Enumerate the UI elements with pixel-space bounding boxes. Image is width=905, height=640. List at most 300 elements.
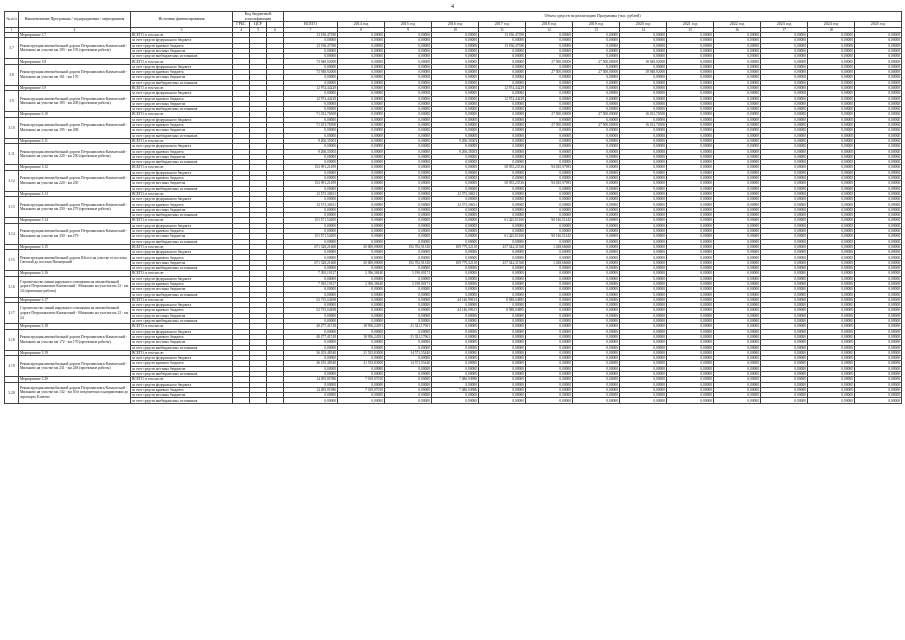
source-value: 0,00000 <box>338 133 385 138</box>
source-value: 0,00000 <box>667 48 714 53</box>
source-value: 0,00000 <box>284 107 338 112</box>
source-value: 0,00000 <box>338 107 385 112</box>
source-label: за счет средств местных бюджетов <box>131 234 233 239</box>
measure-name: Реконструкция автомобильной дороги Петропавловск-Камчатский - Мильково на участке км 132 - км 30 в покупателях и направлении до аэропорта Елизово <box>19 382 131 403</box>
source-label: за счет средств местных бюджетов <box>131 207 233 212</box>
source-value: 0,00000 <box>808 276 855 281</box>
source-value: 0,00000 <box>620 313 667 318</box>
source-value: 0,00000 <box>761 91 808 96</box>
total-value: 0,00000 <box>526 324 573 329</box>
total-value: 0,00000 <box>667 350 714 355</box>
header-col-number: 1 <box>5 27 19 32</box>
source-value: 0,00000 <box>808 117 855 122</box>
source-value: 0,00000 <box>385 38 432 43</box>
source-value: 0,00000 <box>432 371 479 376</box>
source-value: 0,00000 <box>714 398 761 403</box>
total-value: 36 105,48540 <box>284 350 338 355</box>
source-value: 0,00000 <box>479 287 526 292</box>
total-value: 0,00000 <box>526 377 573 382</box>
source-value: 0,00000 <box>385 202 432 207</box>
source-value: 0,00000 <box>338 176 385 181</box>
source-value: 0,00000 <box>432 96 479 101</box>
source-value: 0,00000 <box>808 213 855 218</box>
source-value: 0,00000 <box>620 281 667 286</box>
source-value: 0,00000 <box>620 356 667 361</box>
source-value: 152 991,21499 <box>284 181 338 186</box>
source-label: за счет средств федерального бюджета <box>131 144 233 149</box>
source-value: 0,00000 <box>526 144 573 149</box>
source-value: 0,00000 <box>432 160 479 165</box>
source-value: 0,00000 <box>808 382 855 387</box>
source-value: 0,00000 <box>714 361 761 366</box>
source-value: 0,00000 <box>526 266 573 271</box>
source-value: 0,00000 <box>284 340 338 345</box>
source-value: 0,00000 <box>526 361 573 366</box>
total-value: 2 396,38440 <box>338 271 385 276</box>
source-value: 0,00000 <box>479 197 526 202</box>
source-value: 0,00000 <box>808 197 855 202</box>
source-value: 0,00000 <box>620 398 667 403</box>
source-value: 0,00000 <box>620 234 667 239</box>
total-value: 0,00000 <box>855 324 902 329</box>
source-value: 0,00000 <box>855 234 902 239</box>
header-num: № п/п <box>5 12 19 28</box>
measure-name: Реконструкция автомобильной дороги Петропавловск-Камчатский - Мильково на участке км 161 - км 170 <box>19 64 131 85</box>
source-value: 14 495,01986 <box>284 387 338 392</box>
source-value: 0,00000 <box>573 366 620 371</box>
source-value: 0,00000 <box>808 160 855 165</box>
source-value: 0,00000 <box>808 96 855 101</box>
source-value: 0,00000 <box>526 281 573 286</box>
source-value: 0,00000 <box>432 356 479 361</box>
source-value: 58 955,23516 <box>479 181 526 186</box>
source-value: 0,00000 <box>573 382 620 387</box>
source-value: 0,00000 <box>808 393 855 398</box>
source-value: 0,00000 <box>620 334 667 339</box>
source-value: 0,00000 <box>667 387 714 392</box>
measure-index: 3.17 <box>5 303 19 324</box>
source-value: 0,00000 <box>526 250 573 255</box>
source-value: 0,00000 <box>620 250 667 255</box>
source-value: 0,00000 <box>385 308 432 313</box>
source-value: 0,00000 <box>338 117 385 122</box>
source-value: 0,00000 <box>432 133 479 138</box>
code-cell <box>267 398 284 403</box>
source-value: 0,00000 <box>479 64 526 69</box>
source-value: 0,00000 <box>526 133 573 138</box>
source-value: 0,00000 <box>667 398 714 403</box>
source-value: 0,00000 <box>761 54 808 59</box>
measure-index: 3.8 <box>5 64 19 85</box>
source-value: 0,00000 <box>479 223 526 228</box>
source-label: за счет средств местных бюджетов <box>131 313 233 318</box>
source-label: за счет средств внебюджетных источников <box>131 319 233 324</box>
source-value: 0,00000 <box>761 197 808 202</box>
source-value: 0,00000 <box>808 303 855 308</box>
total-value: 0,00000 <box>338 85 385 90</box>
total-value: 0,00000 <box>479 350 526 355</box>
source-value: 0,00000 <box>526 287 573 292</box>
source-value: 0,00000 <box>479 303 526 308</box>
source-value: 0,00000 <box>385 228 432 233</box>
measure-index: 3.7 <box>5 38 19 59</box>
measure-index: 3.13 <box>5 197 19 218</box>
source-value: 0,00000 <box>667 266 714 271</box>
source-value: 0,00000 <box>855 48 902 53</box>
total-value: 0,00000 <box>338 59 385 64</box>
source-value: 0,00000 <box>667 319 714 324</box>
source-value: 0,00000 <box>284 382 338 387</box>
source-value: 0,00000 <box>808 107 855 112</box>
source-value: 0,00000 <box>620 170 667 175</box>
source-value: 0,00000 <box>479 281 526 286</box>
source-value: 0,00000 <box>526 366 573 371</box>
total-value: 0,00000 <box>855 244 902 249</box>
source-value: 0,00000 <box>573 223 620 228</box>
source-value: 0,00000 <box>855 202 902 207</box>
source-value: 0,00000 <box>620 75 667 80</box>
header-year: 2021 год <box>667 22 714 28</box>
source-value: 0,00000 <box>526 398 573 403</box>
total-value: 0,00000 <box>761 271 808 276</box>
total-value: 0,00000 <box>714 244 761 249</box>
source-value: 0,00000 <box>479 70 526 75</box>
total-value: 12 974,44229 <box>479 85 526 90</box>
measure-name: Реконструкция автомобильной дороги Петропавловск-Камчатский - Мильково на участке км 195 - км 208 <box>19 117 131 138</box>
source-value: 0,00000 <box>338 276 385 281</box>
total-value: 0,00000 <box>620 191 667 196</box>
source-value: 0,00000 <box>526 38 573 43</box>
total-value: 0,00000 <box>855 138 902 143</box>
source-value: 0,00000 <box>573 234 620 239</box>
source-value: 0,00000 <box>479 356 526 361</box>
total-value: 0,00000 <box>385 59 432 64</box>
header-col-number: 14 <box>620 27 667 32</box>
source-value: 0,00000 <box>808 64 855 69</box>
source-value: 0,00000 <box>761 340 808 345</box>
source-value: 0,00000 <box>432 43 479 48</box>
source-value: 0,00000 <box>620 128 667 133</box>
source-label: за счет средств краевого бюджета <box>131 202 233 207</box>
source-value: 0,00000 <box>855 176 902 181</box>
source-value: 52 735,04498 <box>284 308 338 313</box>
source-value: 0,00000 <box>620 255 667 260</box>
source-value: 0,00000 <box>761 371 808 376</box>
source-value: 0,00000 <box>667 101 714 106</box>
source-value: 0,00000 <box>338 228 385 233</box>
source-value: 0,00000 <box>855 186 902 191</box>
source-value: 0,00000 <box>714 393 761 398</box>
source-value: 0,00000 <box>855 64 902 69</box>
source-value: 0,00000 <box>808 181 855 186</box>
header-year: 2024 год <box>808 22 855 28</box>
source-value: 0,00000 <box>714 292 761 297</box>
source-value: 0,00000 <box>385 43 432 48</box>
source-value: 0,00000 <box>385 319 432 324</box>
source-value: 0,00000 <box>667 276 714 281</box>
source-value: 0,00000 <box>432 313 479 318</box>
measure-title: Мероприятие 3.20 <box>19 377 131 382</box>
source-value: 0,00000 <box>667 181 714 186</box>
source-value: 0,00000 <box>385 250 432 255</box>
source-value: 0,00000 <box>620 160 667 165</box>
grbs-cell <box>233 398 250 403</box>
source-value: 0,00000 <box>714 117 761 122</box>
source-value: 0,00000 <box>385 186 432 191</box>
total-value: 0,00000 <box>432 165 479 170</box>
total-value: 0,00000 <box>761 191 808 196</box>
total-value: 0,00000 <box>526 138 573 143</box>
total-value: 0,00000 <box>432 112 479 117</box>
source-label: за счет средств краевого бюджета <box>131 255 233 260</box>
source-value: 0,00000 <box>855 250 902 255</box>
source-value: 0,00000 <box>432 281 479 286</box>
source-value: 0,00000 <box>338 96 385 101</box>
source-value: 0,00000 <box>855 308 902 313</box>
source-value: 9 206,35003 <box>432 149 479 154</box>
source-label: ВСЕГО, в том числе: <box>131 271 233 276</box>
source-value: 0,00000 <box>808 398 855 403</box>
source-value: 0,00000 <box>338 303 385 308</box>
source-label: за счет средств федерального бюджета <box>131 117 233 122</box>
source-value: 0,00000 <box>573 287 620 292</box>
total-value: 1 438,66660 <box>526 244 573 249</box>
source-value: 0,00000 <box>573 80 620 85</box>
source-value: 0,00000 <box>573 64 620 69</box>
measure-index: 3.14 <box>5 223 19 244</box>
source-label: за счет средств краевого бюджета <box>131 43 233 48</box>
source-value: 0,00000 <box>808 80 855 85</box>
source-value: 0,00000 <box>620 393 667 398</box>
total-value: 18 948,92000 <box>620 59 667 64</box>
header-col-number: 10 <box>432 27 479 32</box>
source-value: 0,00000 <box>432 393 479 398</box>
source-value: 0,00000 <box>479 371 526 376</box>
header-code: Код бюджетной классификации <box>233 12 284 22</box>
source-value: 0,00000 <box>526 170 573 175</box>
source-value: 0,00000 <box>855 340 902 345</box>
total-value: 44 146,99613 <box>432 297 479 302</box>
total-value: 0,00000 <box>573 138 620 143</box>
source-value: 0,00000 <box>479 266 526 271</box>
source-value: 0,00000 <box>808 313 855 318</box>
source-value: 0,00000 <box>526 176 573 181</box>
source-value: 0,00000 <box>714 202 761 207</box>
total-value: 0,00000 <box>714 350 761 355</box>
source-value: 0,00000 <box>284 144 338 149</box>
source-label: за счет средств внебюджетных источников <box>131 292 233 297</box>
total-value: 0,00000 <box>573 350 620 355</box>
source-value: 0,00000 <box>573 361 620 366</box>
source-value: 0,00000 <box>432 80 479 85</box>
source-value: 0,00000 <box>385 292 432 297</box>
total-value: 0,00000 <box>714 271 761 276</box>
source-value: 0,00000 <box>761 213 808 218</box>
source-value: 0,00000 <box>855 133 902 138</box>
total-value: 0,00000 <box>808 377 855 382</box>
source-value: 0,00000 <box>714 260 761 265</box>
source-value: 0,00000 <box>338 197 385 202</box>
source-value: 0,00000 <box>855 382 902 387</box>
source-value: 0,00000 <box>808 266 855 271</box>
source-value: 0,00000 <box>338 207 385 212</box>
source-value: 0,00000 <box>526 186 573 191</box>
source-value: 0,00000 <box>761 393 808 398</box>
source-value: 0,00000 <box>284 276 338 281</box>
source-value: 0,00000 <box>620 292 667 297</box>
source-value: 0,00000 <box>284 75 338 80</box>
source-value: 237 344,31560 <box>479 260 526 265</box>
total-value: 0,00000 <box>761 59 808 64</box>
source-value: 0,00000 <box>855 117 902 122</box>
source-value: 0,00000 <box>432 329 479 334</box>
source-value: 0,00000 <box>714 223 761 228</box>
measure-title: Мероприятие 3.7 <box>19 32 131 37</box>
source-value: 27 500,00000 <box>526 123 573 128</box>
source-value: 0,00000 <box>808 329 855 334</box>
source-value: 0,00000 <box>855 80 902 85</box>
source-value: 0,00000 <box>573 181 620 186</box>
source-value: 0,00000 <box>432 128 479 133</box>
source-value: 0,00000 <box>714 91 761 96</box>
source-label: за счет средств местных бюджетов <box>131 287 233 292</box>
source-value: 0,00000 <box>667 329 714 334</box>
source-value: 0,00000 <box>385 123 432 128</box>
source-label: за счет средств местных бюджетов <box>131 393 233 398</box>
source-value: 0,00000 <box>620 149 667 154</box>
source-value: 0,00000 <box>714 107 761 112</box>
source-value: 0,00000 <box>620 303 667 308</box>
total-value: 0,00000 <box>338 32 385 37</box>
source-value: 0,00000 <box>667 234 714 239</box>
source-value: 0,00000 <box>855 281 902 286</box>
source-value: 0,00000 <box>714 170 761 175</box>
source-value: 0,00000 <box>761 334 808 339</box>
total-value: 0,00000 <box>667 85 714 90</box>
source-value: 0,00000 <box>620 223 667 228</box>
source-value: 0,00000 <box>432 154 479 159</box>
source-value: 0,00000 <box>284 176 338 181</box>
source-value: 0,00000 <box>338 287 385 292</box>
source-value: 0,00000 <box>573 292 620 297</box>
source-value: 0,00000 <box>761 281 808 286</box>
source-value: 44 146,99613 <box>432 308 479 313</box>
source-value: 7 395,19127 <box>284 281 338 286</box>
source-value: 0,00000 <box>667 54 714 59</box>
total-value: 0,00000 <box>385 297 432 302</box>
source-value: 0,00000 <box>338 186 385 191</box>
source-value: 0,00000 <box>573 154 620 159</box>
source-value: 0,00000 <box>620 287 667 292</box>
total-value: 0,00000 <box>338 218 385 223</box>
source-value: 0,00000 <box>667 197 714 202</box>
total-value: 0,00000 <box>385 191 432 196</box>
total-value: 90 146,51445 <box>526 218 573 223</box>
total-value: 0,00000 <box>479 138 526 143</box>
source-value: 0,00000 <box>714 340 761 345</box>
source-value: 0,00000 <box>432 223 479 228</box>
source-value: 0,00000 <box>620 91 667 96</box>
source-value: 0,00000 <box>479 128 526 133</box>
source-value: 0,00000 <box>338 329 385 334</box>
source-value: 0,00000 <box>620 186 667 191</box>
total-value: 0,00000 <box>620 297 667 302</box>
source-value: 0,00000 <box>667 223 714 228</box>
source-value: 0,00000 <box>808 144 855 149</box>
source-value: 0,00000 <box>667 128 714 133</box>
source-value: 0,00000 <box>432 287 479 292</box>
measure-index: 3.18 <box>5 329 19 350</box>
source-label: за счет средств местных бюджетов <box>131 340 233 345</box>
source-value: 0,00000 <box>667 366 714 371</box>
source-value: 0,00000 <box>385 107 432 112</box>
source-value: 0,00000 <box>432 398 479 403</box>
total-value: 0,00000 <box>385 138 432 143</box>
source-value: 0,00000 <box>808 54 855 59</box>
source-value: 0,00000 <box>526 54 573 59</box>
page-number: 4 <box>451 4 454 10</box>
source-label: за счет средств федерального бюджета <box>131 382 233 387</box>
source-value: 0,00000 <box>432 54 479 59</box>
source-label: за счет средств краевого бюджета <box>131 228 233 233</box>
total-value: 52 735,04498 <box>284 297 338 302</box>
total-value: 0,00000 <box>855 297 902 302</box>
total-value: 0,00000 <box>479 191 526 196</box>
total-value: 14 495,01986 <box>284 377 338 382</box>
source-value: 0,00000 <box>385 329 432 334</box>
source-value: 0,00000 <box>284 292 338 297</box>
source-value: 0,00000 <box>855 266 902 271</box>
source-label: за счет средств местных бюджетов <box>131 101 233 106</box>
source-value: 0,00000 <box>573 260 620 265</box>
source-value: 0,00000 <box>284 329 338 334</box>
source-value: 0,00000 <box>620 366 667 371</box>
source-value: 27 500,00000 <box>526 70 573 75</box>
source-value: 0,00000 <box>479 228 526 233</box>
source-value: 0,00000 <box>526 43 573 48</box>
source-value: 0,00000 <box>432 186 479 191</box>
header-col-number: 6 <box>267 27 284 32</box>
source-value: 0,00000 <box>338 308 385 313</box>
source-value: 0,00000 <box>479 117 526 122</box>
total-value: 671 328,21660 <box>284 244 338 249</box>
measure-index: 3.16 <box>5 276 19 297</box>
source-value: 0,00000 <box>385 176 432 181</box>
measure-index: 3.9 <box>5 91 19 112</box>
source-value: 13 196,47390 <box>284 43 338 48</box>
source-label: за счет средств внебюджетных источников <box>131 266 233 271</box>
source-value: 0,00000 <box>667 334 714 339</box>
source-value: 0,00000 <box>808 75 855 80</box>
total-value: 0,00000 <box>808 165 855 170</box>
source-value: 0,00000 <box>284 319 338 324</box>
source-value: 0,00000 <box>526 313 573 318</box>
source-value: 0,00000 <box>667 239 714 244</box>
source-value: 0,00000 <box>479 101 526 106</box>
header-col-number: 18 <box>808 27 855 32</box>
source-value: 0,00000 <box>667 43 714 48</box>
total-value: 0,00000 <box>385 32 432 37</box>
total-value: 27 500,00000 <box>526 112 573 117</box>
total-value: 0,00000 <box>526 297 573 302</box>
source-value: 0,00000 <box>808 38 855 43</box>
source-value: 0,00000 <box>573 207 620 212</box>
source-value: 0,00000 <box>385 276 432 281</box>
source-value: 16 013,76500 <box>620 123 667 128</box>
source-value: 0,00000 <box>432 75 479 80</box>
header-col-number: 5 <box>250 27 267 32</box>
total-value: 0,00000 <box>761 350 808 355</box>
